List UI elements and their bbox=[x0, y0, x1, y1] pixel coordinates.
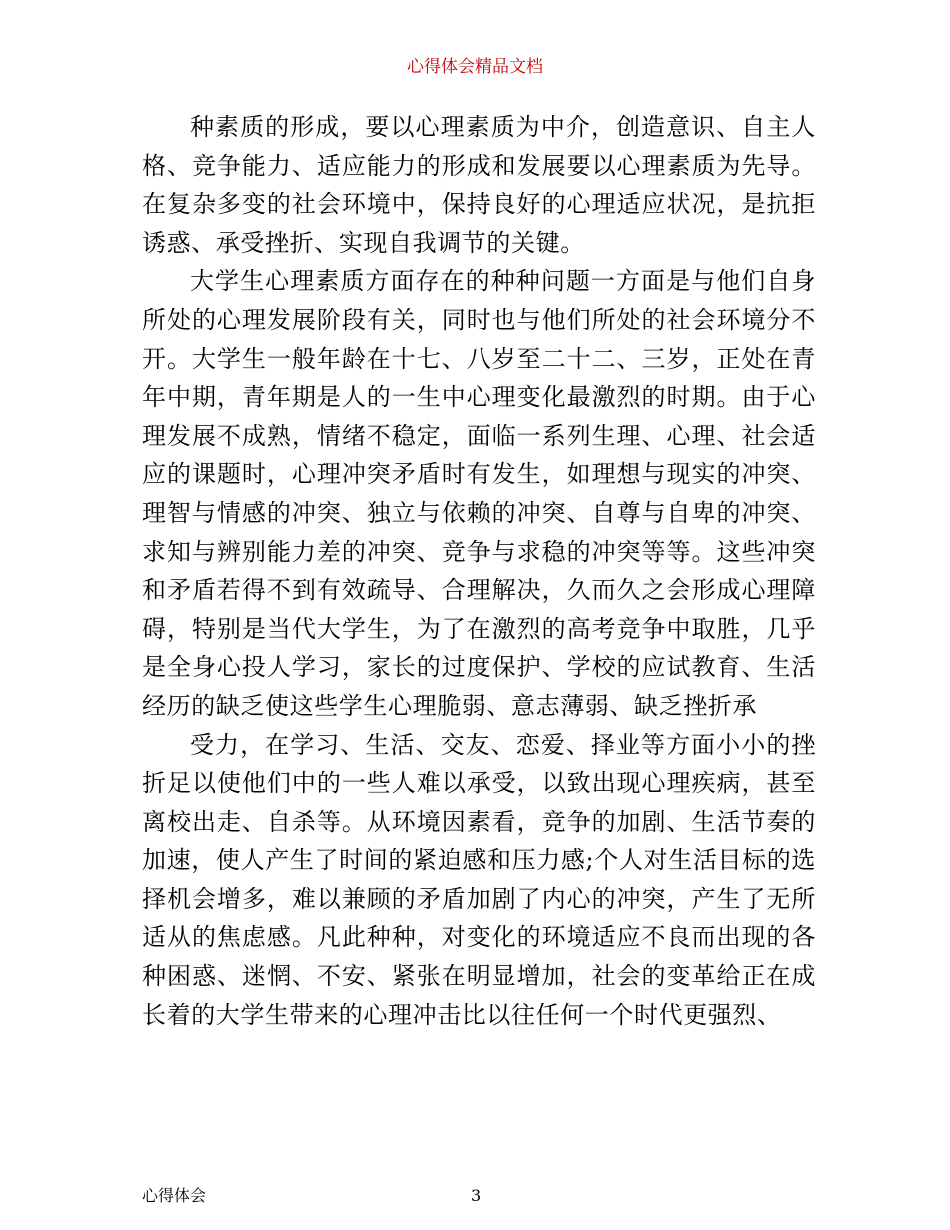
paragraph-2: 大学生心理素质方面存在的种种问题一方面是与他们自身所处的心理发展阶段有关，同时也与他们所处的社会环境分不开。大学生一般年龄在十七、八岁至二十二、三岁，正处在青年中期，青年期是人的一生中心理变化最激烈的时期。由于心理发展不成熟，情绪不稳定，面临一系列生理、心理、社会适应的课题时，心理冲突矛盾时有发生，如理想与现实的冲突、理智与情感的冲突、独立与依赖的冲突、自尊与自卑的冲突、求知与辨别能力差的冲突、竞争与求稳的冲突等等。这些冲突和矛盾若得不到有效疏导、合理解决，久而久之会形成心理障碍，特别是当代大学生，为了在激烈的高考竞争中取胜，几乎是全身心投人学习，家长的过度保护、学校的应试教育、生活经历的缺乏使这些学生心理脆弱、意志薄弱、缺乏挫折承 bbox=[142, 267, 816, 720]
document-body bbox=[142, 108, 816, 1034]
paragraph-1: 种素质的形成，要以心理素质为中介，创造意识、自主人格、竞争能力、适应能力的形成和发展要以心理素质为先导。在复杂多变的社会环境中，保持良好的心理适应状况，是抗拒诱惑、承受挫折、实现自我调节的关键。 bbox=[142, 113, 816, 257]
page-footer bbox=[142, 1185, 816, 1207]
paragraph-3: 受力，在学习、生活、交友、恋爱、择业等方面小小的挫折足以使他们中的一些人难以承受，以致出现心理疾病，甚至离校出走、自杀等。从环境因素看，竞争的加剧、生活节奏的加速，使人产生了时间的紧迫感和压力感;个人对生活目标的选择机会增多，难以兼顾的矛盾加剧了内心的冲突，产生了无所适从的焦虑感。凡此种种，对变化的环境适应不良而出现的各种困惑、迷惘、不安、紧张在明显增加，社会的变革给正在成长着的大学生带来的心理冲击比以往任何一个时代更强烈、 bbox=[142, 730, 816, 1029]
page-number: 3 bbox=[471, 1186, 482, 1205]
page-header-title: 心得体会精品文档 bbox=[407, 57, 543, 77]
footer-label: 心得体会 bbox=[142, 1186, 207, 1205]
